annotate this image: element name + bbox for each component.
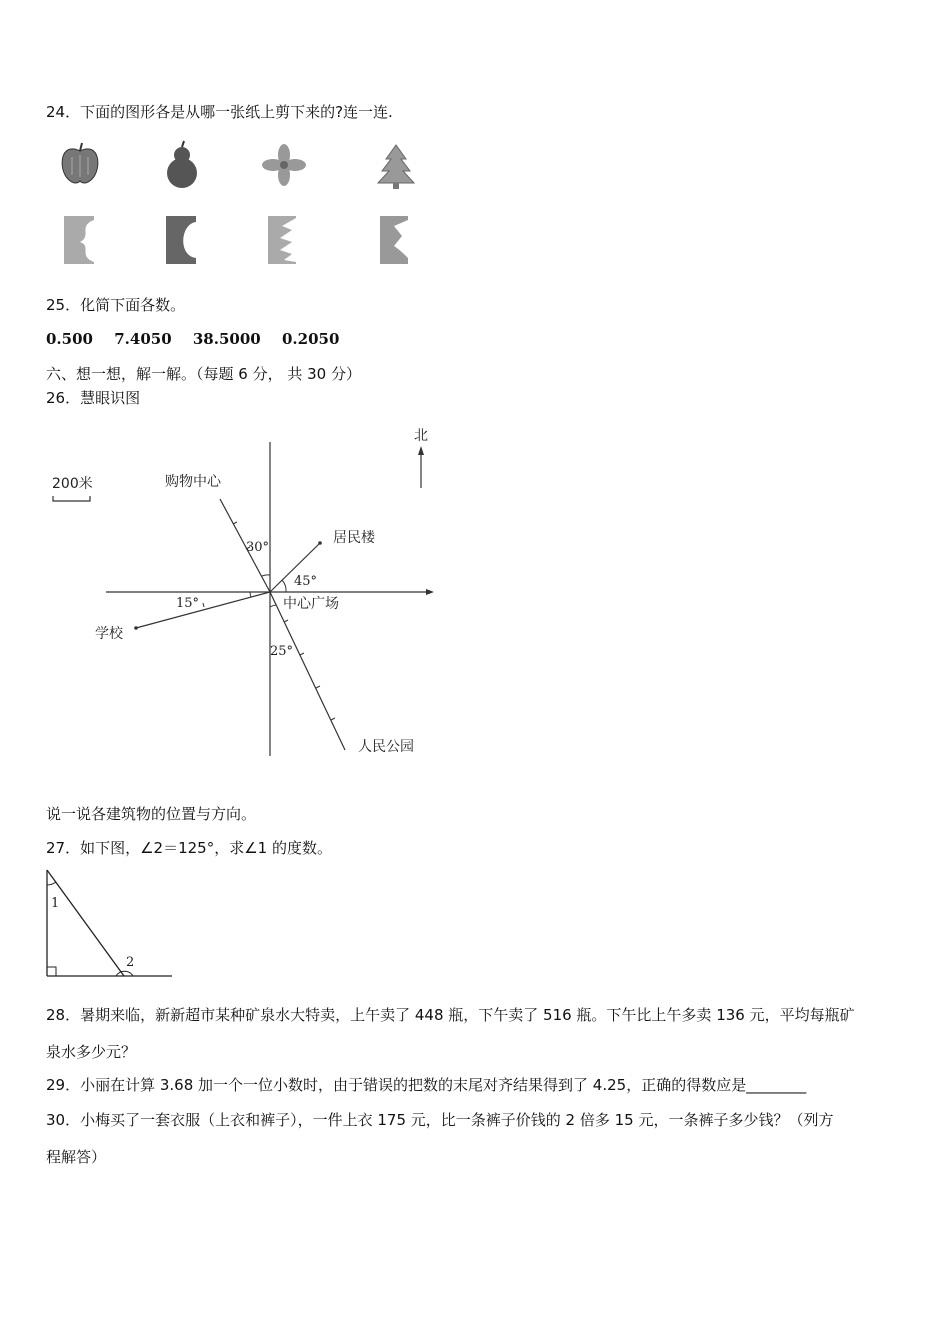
q29-text: 29．小丽在计算 3.68 加一个一位小数时，由于错误的把数的末尾对齐结果得到了 4.25，正确的得数应是________ <box>46 1076 807 1094</box>
q27-title: 27．如下图，∠2＝125°，求∠1 的度数。 <box>46 839 332 857</box>
q25-number: 0.500 <box>46 330 93 348</box>
angle-2-label: 2 <box>126 955 135 970</box>
q25-number: 38.5000 <box>192 330 261 348</box>
q25-number: 0.2050 <box>281 330 340 348</box>
q30-line2: 程解答） <box>46 1148 107 1166</box>
shopping-label: 购物中心 <box>165 474 221 490</box>
q28-line1: 28．暑期来临，新新超市某种矿泉水大特卖，上午卖了 448 瓶，下午卖了 516 瓶。下午比上午多卖 136 元，平均每瓶矿 <box>46 1006 855 1024</box>
q24-title: 24．下面的图形各是从哪一张纸上剪下来的?连一连. <box>46 103 393 121</box>
residential-label: 居民楼 <box>333 530 375 546</box>
q25-title: 25．化简下面各数。 <box>46 296 186 314</box>
school-angle: 15° <box>176 596 200 611</box>
q26-question: 说一说各建筑物的位置与方向。 <box>46 805 257 823</box>
section6-title: 六、想一想，解一解。（每题 6 分， 共 30 分） <box>46 365 361 383</box>
park-label: 人民公园 <box>358 739 414 755</box>
park-angle: 25° <box>270 644 294 659</box>
residential-angle: 45° <box>294 574 318 589</box>
shopping-angle: 30° <box>246 540 270 555</box>
scale-label: 200米 <box>52 476 93 492</box>
q28-line2: 泉水多少元？ <box>46 1043 137 1061</box>
angle-1-label: 1 <box>51 896 60 911</box>
q26-title: 26．慧眼识图 <box>46 389 141 407</box>
school-label: 学校 <box>95 626 123 642</box>
north-label: 北 <box>414 428 428 444</box>
q30-line1: 30．小梅买了一套衣服（上衣和裤子），一件上衣 175 元，比一条裤子价钱的 2 倍多 15 元，一条裤子多少钱？（列方 <box>46 1111 834 1129</box>
center-label: 中心广场 <box>283 596 339 612</box>
q25-number: 7.4050 <box>114 330 172 348</box>
